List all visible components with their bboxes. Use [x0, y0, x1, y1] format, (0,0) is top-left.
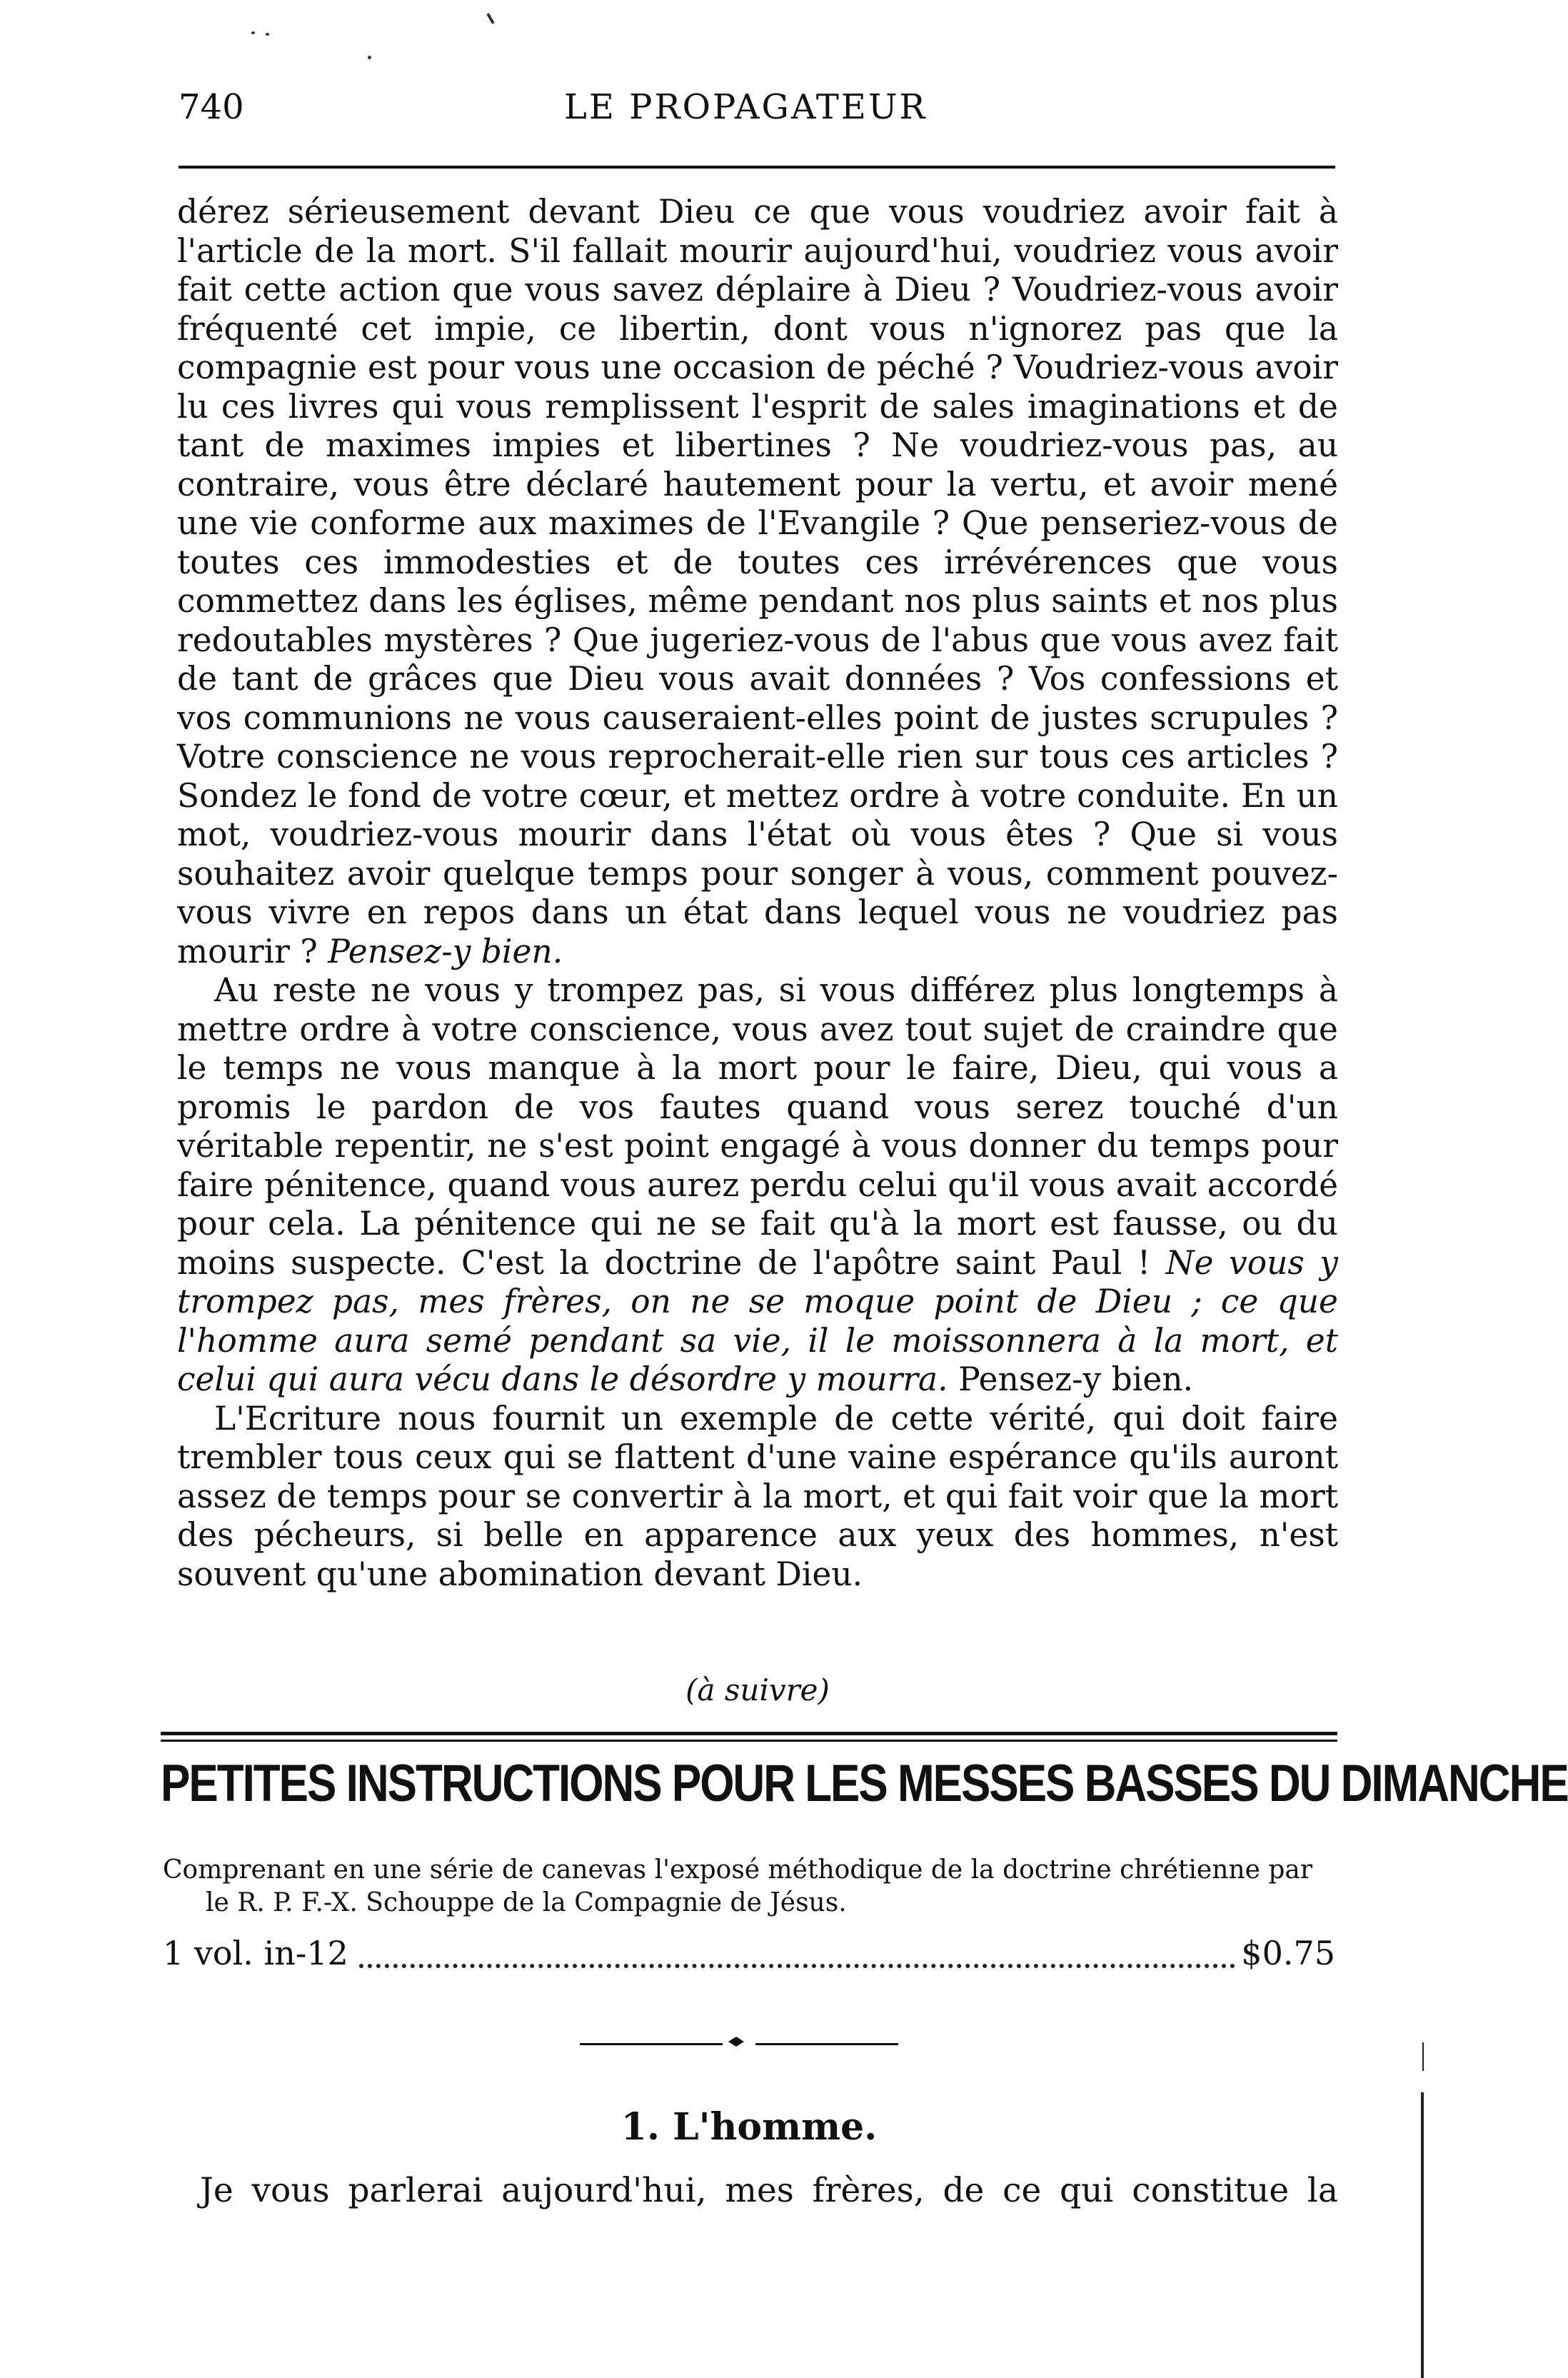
ornament-line-right — [755, 2043, 898, 2045]
body-text: Au reste ne vous y trompez pas, si vous différez plus longtemps à mettre ordre à votre conscience, vous avez tout sujet de craindre que le temps ne vous manque à la mort pour le faire, Dieu, qui vous a promis le pardon de vos fautes quand vous serez touché d'un véritable repentir, ne s'est point engagé à vous donner du temps pour faire pénitence, quand vous aurez perdu celui qu'il vous avait accordé pour cela. La pénitence qui ne se fait qu'à la mort est fausse, ou du moins suspecte. C'est la doctrine de l'apôtre saint Paul ! — [177, 971, 1338, 1282]
ink-speck — [486, 13, 494, 24]
body-text: L'Ecriture nous fournit un exemple de cette vérité, qui doit faire trembler tous ceux qui se flattent d'une vaine espérance qu'ils auront assez de temps pour se convertir à la mort, et qui fait voir que la mort des pécheurs, si belle en apparence aux yeux des hommes, n'est souvent qu'une abomination devant Dieu. — [177, 1399, 1338, 1593]
italic-text: Pensez-y bien. — [328, 932, 563, 970]
ink-speck — [266, 33, 269, 36]
header-rule — [179, 166, 1335, 169]
price-line — [163, 1934, 1335, 1977]
body-paragraph — [177, 1400, 1338, 1595]
page-edge-shadow — [1422, 2042, 1424, 2071]
continued-note: (à suivre) — [685, 1672, 830, 1707]
article-body — [177, 193, 1338, 1594]
diamond-icon — [728, 2037, 744, 2047]
body-paragraph — [177, 971, 1338, 1400]
volume-format: 1 vol. in-12 — [163, 1934, 353, 1972]
ink-speck — [368, 56, 371, 59]
section-divider-rule — [161, 1732, 1337, 1742]
body-paragraph — [177, 193, 1338, 971]
running-title: LE PROPAGATEUR — [564, 87, 928, 127]
chapter-first-line: Je vous parlerai aujourd'hui, mes frères, de ce qui constitue la — [200, 2171, 1338, 2210]
ornament-divider — [580, 2035, 898, 2052]
italic-text: Ne vous y trompez pas, mes frères, on ne se moque point de Dieu ; ce que l'homme aura semé pendant sa vie, il le moissonnera à la mort, et celui qui aura vécu dans le désordre y mourra. — [177, 1243, 1338, 1398]
chapter-heading: 1. L'homme. — [620, 2105, 878, 2149]
body-text: Pensez-y bien. — [948, 1360, 1194, 1398]
ink-speck — [251, 31, 255, 34]
section-title: PETITES INSTRUCTIONS POUR LES MESSES BASSES DU DIMANCHE — [161, 1755, 1568, 1813]
ornament-line-left — [580, 2043, 723, 2045]
body-text: dérez sérieusement devant Dieu ce que vous voudriez avoir fait à l'article de la mort. S'il fallait mourir aujourd'hui, voudriez vous avoir fait cette action que vous savez déplaire à Dieu ? Voudriez-vous avoir fréquenté cet impie, ce libertin, dont vous n'ignorez pas que la compagnie est pour vous une occasion de péché ? Voudriez-vous avoir lu ces livres qui vous remplissent l'esprit de sales imaginations et de tant de maximes impies et libertines ? Ne voudriez-vous pas, au contraire, vous être déclaré hautement pour la vertu, et avoir mené une vie conforme aux maximes de l'Evangile ? Que penseriez-vous de toutes ces immodesties et de toutes ces irrévérences que vous commettez dans les églises, même pendant nos plus saints et nos plus redoutables mystères ? Que jugeriez-vous de l'abus que vous avez fait de tant de grâces que Dieu vous avait données ? Vos confessions et vos communions ne vous causeraient-elles point de justes scrupules ? Votre conscience ne vous reprocherait-elle rien sur tous ces articles ? Sondez le fond de votre cœur, et mettez ordre à votre conduite. En un mot, voudriez-vous mourir dans l'état où vous êtes ? Que si vous souhaitez avoir quelque temps pour songer à vous, comment pouvez-vous vivre en repos dans un état dans lequel vous ne voudriez pas mourir ? — [177, 193, 1338, 970]
page-number: 740 — [179, 87, 244, 127]
page-header — [179, 79, 1335, 136]
page-edge-shadow — [1421, 2092, 1424, 2378]
price: $0.75 — [1237, 1934, 1335, 1972]
leader-dots — [359, 1964, 1235, 1968]
book-description: Comprenant en une série de canevas l'exposé méthodique de la doctrine chrétienne par le R. P. F.-X. Schouppe de la Compagnie de Jésus. — [163, 1855, 1313, 1917]
